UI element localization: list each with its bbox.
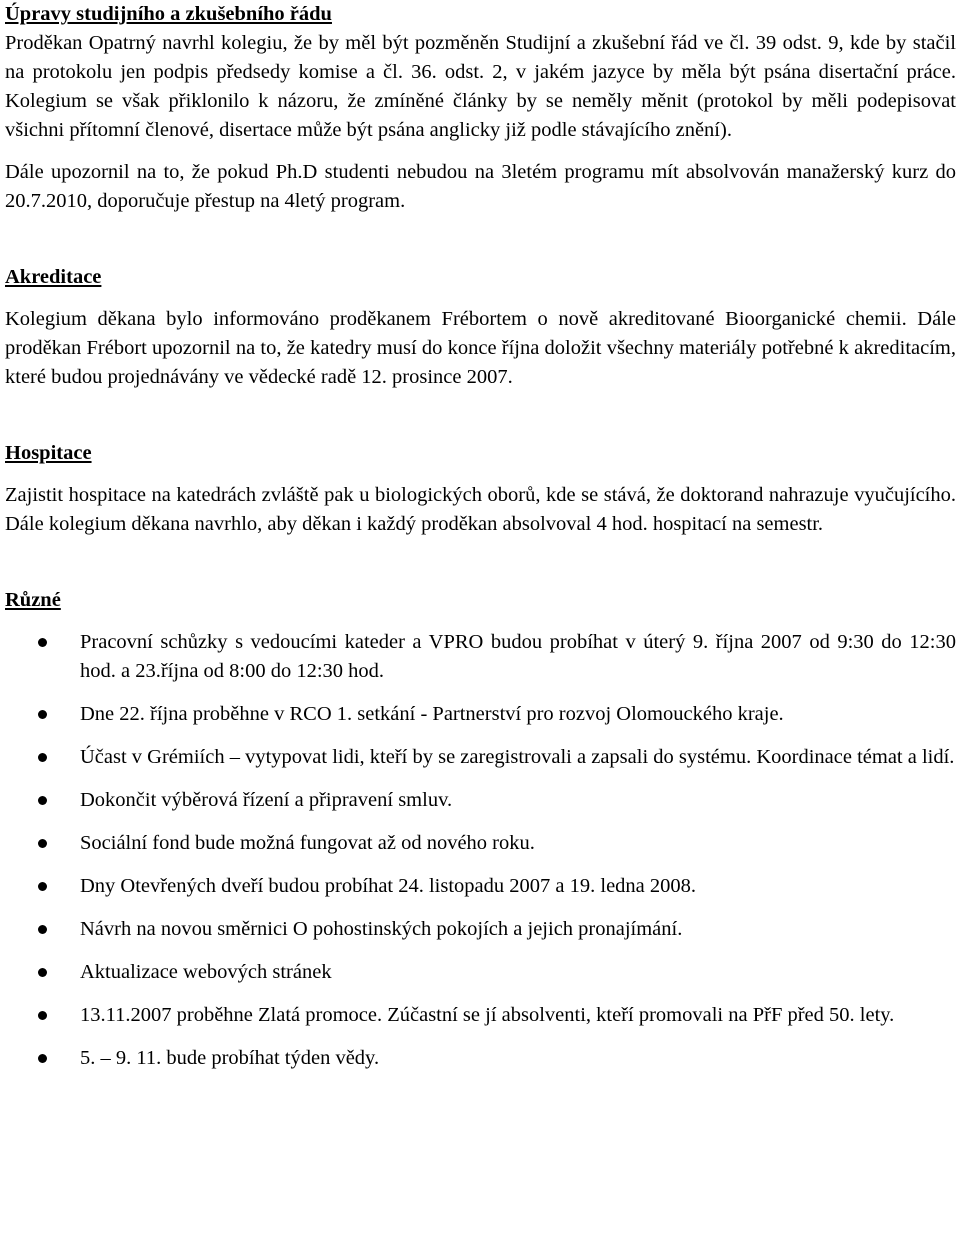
list-item [5,872,956,901]
spacer [5,292,956,305]
spacer [5,615,956,628]
spacer [5,145,956,158]
list-item [5,958,956,987]
bullet-icon [38,1011,47,1020]
list-item-text: Dne 22. října proběhne v RCO 1. setkání - Partnerství pro rozvoj Olomouckého kraje. [80,703,784,725]
list-item [5,1001,956,1030]
section-heading-study-rules: Úpravy studijního a zkušebního řádu [5,3,332,25]
section-accreditation [5,263,956,392]
list-item [5,700,956,729]
list-item-text: Účast v Grémiích – vytypovat lidi, kteří by se zaregistrovali a zapsali do systému. Koordinace témat a lidí. [80,746,955,768]
list-item [5,829,956,858]
bullet-icon [38,710,47,719]
list-item [5,628,956,686]
list-item [5,743,956,772]
bullet-icon [38,638,47,647]
bullet-icon [38,839,47,848]
section-heading-misc: Různé [5,589,61,611]
list-item [5,915,956,944]
bullet-icon [38,796,47,805]
paragraph-inspection: Zajistit hospitace na katedrách zvláště pak u biologických oborů, kde se stává, že doktorand nahrazuje vyučujícího. Dále kolegium děkana navrhlo, aby děkan i každý proděkan absolvoval 4 hod. hospitací na semestr. [5,484,956,535]
bullet-icon [38,1054,47,1063]
list-item-text: Dokončit výběrová řízení a připravení smluv. [80,789,453,811]
paragraph-study-rules-2: Dále upozornil na to, že pokud Ph.D studenti nebudou na 3letém programu mít absolvován manažerský kurz do 20.7.2010, doporučuje přestup na 4letý program. [5,161,956,212]
section-spacer [5,216,956,263]
document-page [5,0,956,1087]
list-item-text: 13.11.2007 proběhne Zlatá promoce. Zúčastní se jí absolventi, kteří promovali na PřF před 50. lety. [80,1004,895,1026]
bullet-icon [38,753,47,762]
section-spacer [5,539,956,586]
list-item-text: 5. – 9. 11. bude probíhat týden vědy. [80,1047,380,1069]
paragraph-accreditation: Kolegium děkana bylo informováno proděkanem Frébortem o nově akreditované Bioorganické chemii. Dále proděkan Frébort upozornil na to, že katedry musí do konce října doložit všechny materiály potřebné k akreditacím, které budou projednávány ve vědecké radě 12. prosince 2007. [5,308,956,388]
bullet-icon [38,925,47,934]
section-study-rules [5,0,956,216]
list-item-text: Sociální fond bude možná fungovat až od nového roku. [80,832,535,854]
section-heading-inspection: Hospitace [5,442,92,464]
list-item [5,786,956,815]
section-inspection [5,439,956,539]
section-heading-accreditation: Akreditace [5,266,102,288]
bullet-icon [38,968,47,977]
list-item-text: Aktualizace webových stránek [80,961,332,983]
section-misc [5,586,956,1073]
list-item-text: Dny Otevřených dveří budou probíhat 24. listopadu 2007 a 19. ledna 2008. [80,875,697,897]
misc-bullet-list [5,628,956,1073]
list-item-text: Návrh na novou směrnici O pohostinských pokojích a jejich pronajímání. [80,918,683,940]
paragraph-study-rules-1: Proděkan Opatrný navrhl kolegiu, že by měl být pozměněn Studijní a zkušební řád ve čl. 39 odst. 9, kde by stačil na protokolu jen podpis předsedy komise a čl. 36. odst. 2, v jakém jazyce by měla být psána disertační práce. Kolegium se však přiklonilo k názoru, že zmíněné články by se neměly měnit (protokol by měli podepisovat všichni přítomní členové, disertace může být psána anglicky již podle stávajícího znění). [5,32,956,141]
list-item [5,1044,956,1073]
bullet-icon [38,882,47,891]
list-item-text: Pracovní schůzky s vedoucími kateder a VPRO budou probíhat v úterý 9. října 2007 od 9:30 do 12:30 hod. a 23.října od 8:00 do 12:30 hod. [80,631,956,682]
section-spacer [5,392,956,439]
spacer [5,468,956,481]
